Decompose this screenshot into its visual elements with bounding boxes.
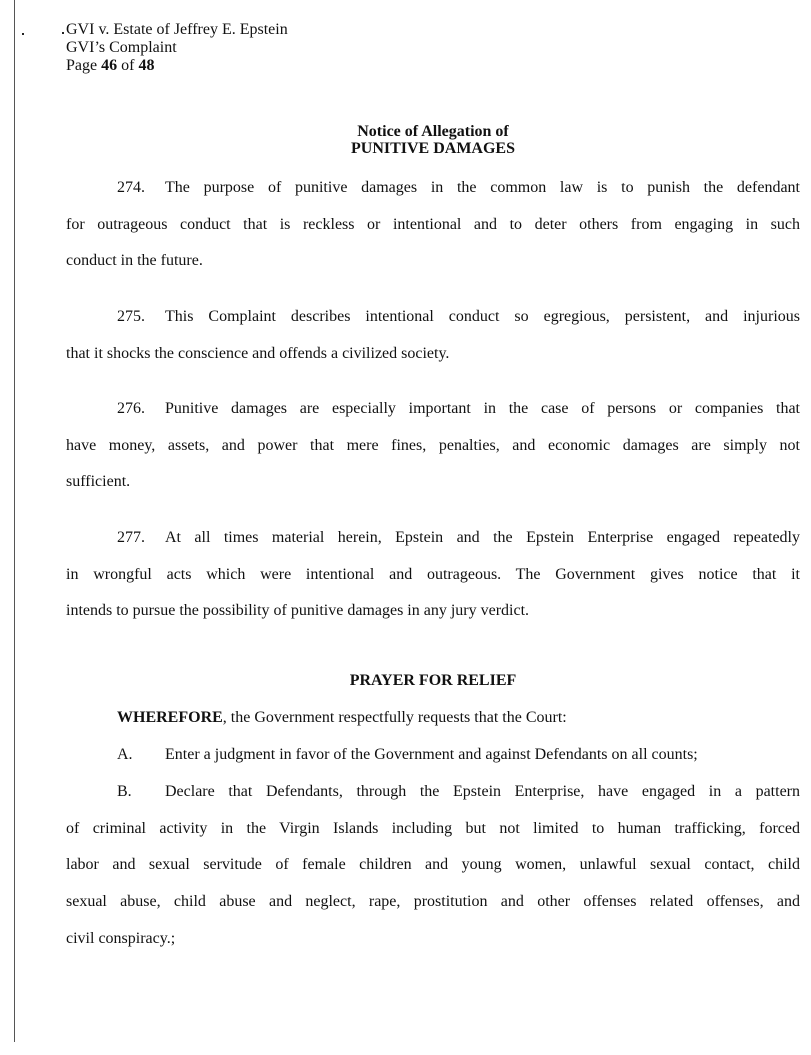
section-heading: Notice of Allegation of: [357, 123, 509, 140]
page-prefix: Page: [66, 57, 102, 74]
prayer-item-line: civil conspiracy.;: [66, 929, 176, 947]
paragraph-line: This Complaint describes intentional conduct so egregious, persistent, and injurious: [165, 308, 800, 325]
paragraph-line: that it shocks the conscience and offends a civilized society.: [66, 344, 450, 362]
page-number: [66, 57, 800, 75]
prayer-item-number: B.: [117, 783, 132, 800]
prayer-heading: PRAYER FOR RELIEF: [349, 672, 517, 689]
page-total: 48: [138, 57, 155, 74]
paragraph-line: intends to pursue the possibility of punitive damages in any jury verdict.: [66, 602, 530, 620]
paragraph-line: At all times material herein, Epstein and the Epstein Enterprise engaged repeatedly: [165, 529, 800, 546]
paragraph-number: 274.: [117, 179, 145, 196]
scan-speck: [22, 33, 24, 35]
scan-margin-line: [14, 0, 15, 1042]
paragraph-line: in wrongful acts which were intentional and outrageous. The Government gives notice that it: [66, 565, 800, 583]
wherefore: WHEREFORE: [117, 709, 223, 726]
paragraph-line: The purpose of punitive damages in the common law is to punish the defendant: [165, 179, 800, 196]
prayer-item-line: Enter a judgment in favor of the Government and against Defendants on all counts;: [165, 746, 698, 763]
paragraph-line: for outrageous conduct that is reckless or intentional and to deter others from engaging in such: [66, 215, 800, 233]
section-heading-sub: PUNITIVE DAMAGES: [350, 140, 515, 157]
paragraph-line: conduct in the future.: [66, 252, 203, 270]
prayer-item-number: A.: [117, 746, 133, 763]
page-current: 46: [101, 57, 118, 74]
case-caption: GVI v. Estate of Jeffrey E. Epstein: [66, 21, 288, 38]
prayer-intro: [117, 709, 811, 727]
page-of: of: [117, 57, 139, 74]
paragraph-line: sufficient.: [66, 473, 131, 491]
paragraph-number: 277.: [117, 529, 145, 546]
document-title: GVI’s Complaint: [66, 39, 177, 56]
prayer-item-line: Declare that Defendants, through the Epstein Enterprise, have engaged in a pattern: [165, 783, 800, 800]
paragraph-number: 275.: [117, 308, 145, 325]
prayer-item-line: labor and sexual servitude of female children and young women, unlawful sexual contact, child: [66, 856, 800, 874]
paragraph-line: have money, assets, and power that mere fines, penalties, and economic damages are simply not: [66, 436, 800, 454]
paragraph-number: 276.: [117, 400, 145, 417]
prayer-intro-text: , the Government respectfully requests that the Court:: [222, 709, 567, 726]
scan-speck: [62, 32, 64, 34]
prayer-item-line: sexual abuse, child abuse and neglect, rape, prostitution and other offenses related offenses, and: [66, 893, 800, 911]
prayer-item-line: of criminal activity in the Virgin Islands including but not limited to human trafficking, forced: [66, 819, 800, 837]
paragraph-line: Punitive damages are especially important in the case of persons or companies that: [165, 400, 800, 417]
